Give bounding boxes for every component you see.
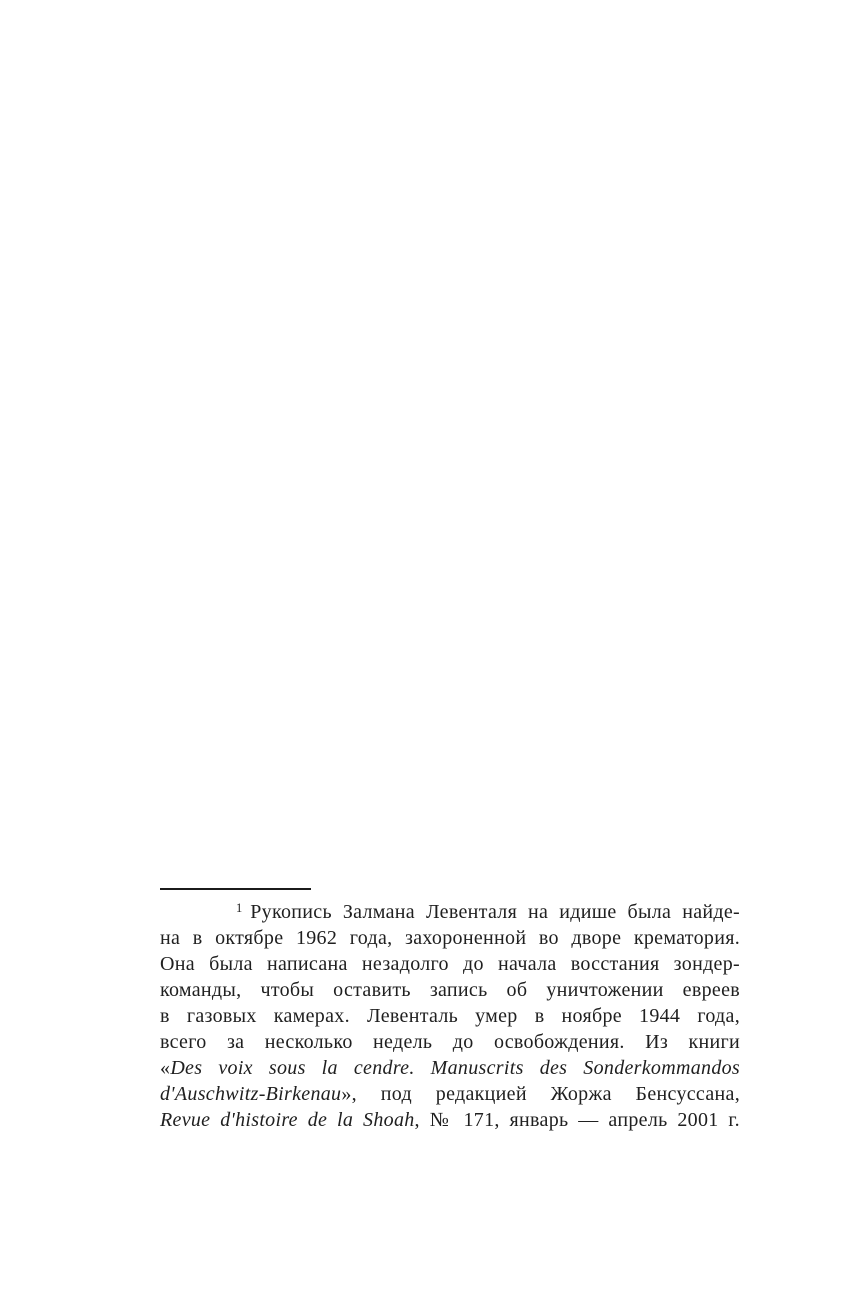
footnote-line [160,1055,740,1081]
footnote-book-title: d'Auschwitz-Birkenau [160,1083,342,1105]
footnote-line [160,1003,740,1029]
footnote-text: команды, чтобы оставить запись об уничтожении евреев [160,979,740,1001]
footnote-text: », под редакцией Жоржа Бенсуссана, [341,1083,740,1105]
footnote-journal-title: Revue d'histoire de la Shoah [160,1109,415,1131]
footnote-line [160,1107,740,1133]
footnote-text: Она была написана незадолго до начала восстания зондер- [160,953,740,975]
footnote-text: Рукопись Залмана Левенталя на идише была найде- [250,901,740,923]
footnote-line [160,1029,740,1055]
footnote-separator [160,888,311,890]
footnote [160,899,740,1133]
footnote-line [160,951,740,977]
footnote-line [160,925,740,951]
footnote-text: « [160,1057,171,1079]
footnote-book-title: Des voix sous la cendre. Manuscrits des Sonderkommandos [170,1057,740,1079]
footnote-line [160,977,740,1003]
footnote-line [160,1081,740,1107]
footnote-text: на в октябре 1962 года, захороненной во дворе крематория. [160,927,740,949]
footnote-line: $^1$ Рукопись Залмана Левенталя на идише была найде- [236,901,740,923]
footnote-text: в газовых камерах. Левенталь умер в ноябре 1944 года, [160,1005,740,1027]
footnote-text: , № 171, январь — апрель 2001 г. [414,1109,740,1131]
footnote-text: всего за несколько недель до освобождения. Из книги [160,1031,740,1053]
